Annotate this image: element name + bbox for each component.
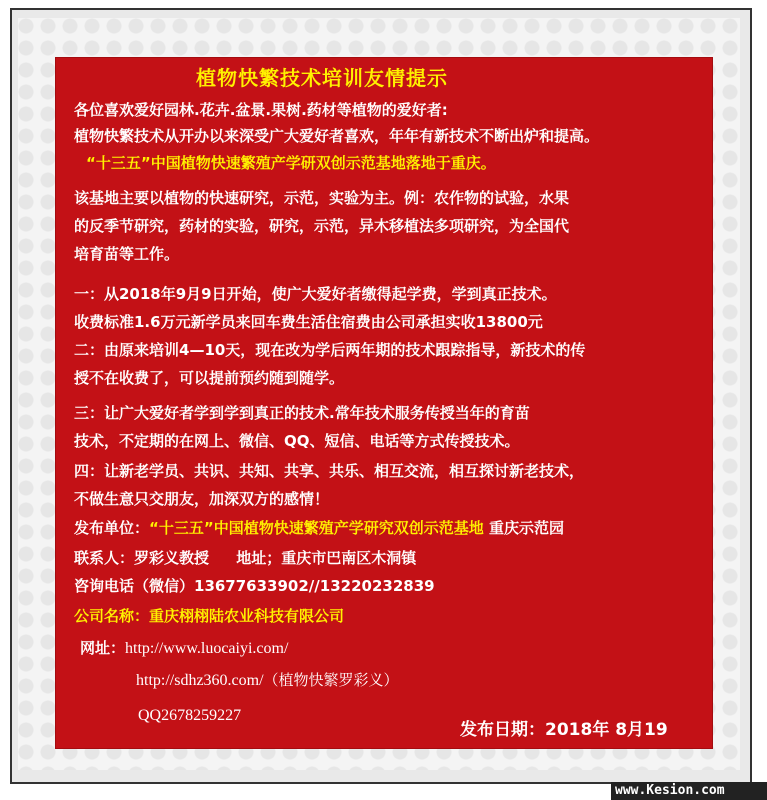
site-watermark: www.Kesion.com — [611, 782, 767, 800]
website-label: 网址： — [80, 639, 126, 657]
notice-line: 不做生意只交朋友，加深双方的感情！ — [74, 490, 330, 508]
contact-person: 联系人：罗彩义教授 — [74, 549, 210, 567]
notice-line: 一：从2018年9月9日开始，使广大爱好者缴得起学费，学到真正技术。 — [74, 285, 557, 303]
notice-line: 二：由原来培训4—10天，现在改为学后两年期的技术跟踪指导，新技术的传 — [74, 341, 586, 359]
publisher-row — [74, 518, 564, 538]
notice-line: 收费标准1.6万元新学员来回车费生活住宿费由公司承担实收13800元 — [74, 313, 543, 331]
phone-line: 咨询电话（微信）13677633902//13220232839 — [74, 577, 435, 595]
website-url-2[interactable]: http://sdhz360.com/ — [136, 672, 264, 689]
contact-row — [74, 548, 416, 568]
notice-card — [56, 58, 712, 748]
website-url-note: （植物快繁罗彩义） — [263, 671, 399, 689]
notice-line: 授不在收费了，可以提前预约随到随学。 — [74, 369, 345, 387]
notice-line: 的反季节研究，药材的实验，研究，示范，异木移植法多项研究，为全国代 — [74, 217, 570, 235]
notice-line: 该基地主要以植物的快速研究，示范，实验为主。例：农作物的试验，水果 — [74, 189, 570, 207]
notice-line: 三：让广大爱好者学到学到真正的技术.常年技术服务传授当年的育苗 — [74, 404, 530, 422]
website-row — [80, 638, 288, 659]
publisher-park: 重庆示范园 — [488, 519, 564, 537]
notice-line: 各位喜欢爱好园林.花卉.盆景.果树.药材等植物的爱好者: — [74, 101, 448, 119]
notice-line-highlight: “十三五”中国植物快速繁殖产学研双创示范基地落地于重庆。 — [86, 154, 496, 172]
publisher-label: 发布单位： — [74, 519, 150, 537]
notice-line: 四：让新老学员、共识、共知、共享、共乐、相互交流，相互探讨新老技术， — [74, 462, 585, 480]
notice-line: 技术，不定期的在网上、微信、QQ、短信、电话等方式传授技术。 — [74, 432, 520, 450]
company-line: 公司名称：重庆栩栩陆农业科技有限公司 — [74, 607, 345, 625]
website-row-2 — [136, 670, 399, 691]
notice-line: 植物快繁技术从开办以来深受广大爱好者喜欢，年年有新技术不断出炉和提高。 — [74, 127, 600, 145]
publish-date: 发布日期：2018年 8月19 — [460, 720, 668, 740]
publisher-name: “十三五”中国植物快速繁殖产学研究双创示范基地 — [149, 519, 484, 537]
qq-line: QQ2678259227 — [138, 707, 242, 724]
contact-address: 地址；重庆市巴南区木洞镇 — [236, 549, 417, 567]
notice-line: 培育苗等工作。 — [74, 245, 180, 263]
website-url-1[interactable]: http://www.luocaiyi.com/ — [125, 640, 289, 657]
notice-title: 植物快繁技术培训友情提示 — [196, 66, 448, 90]
